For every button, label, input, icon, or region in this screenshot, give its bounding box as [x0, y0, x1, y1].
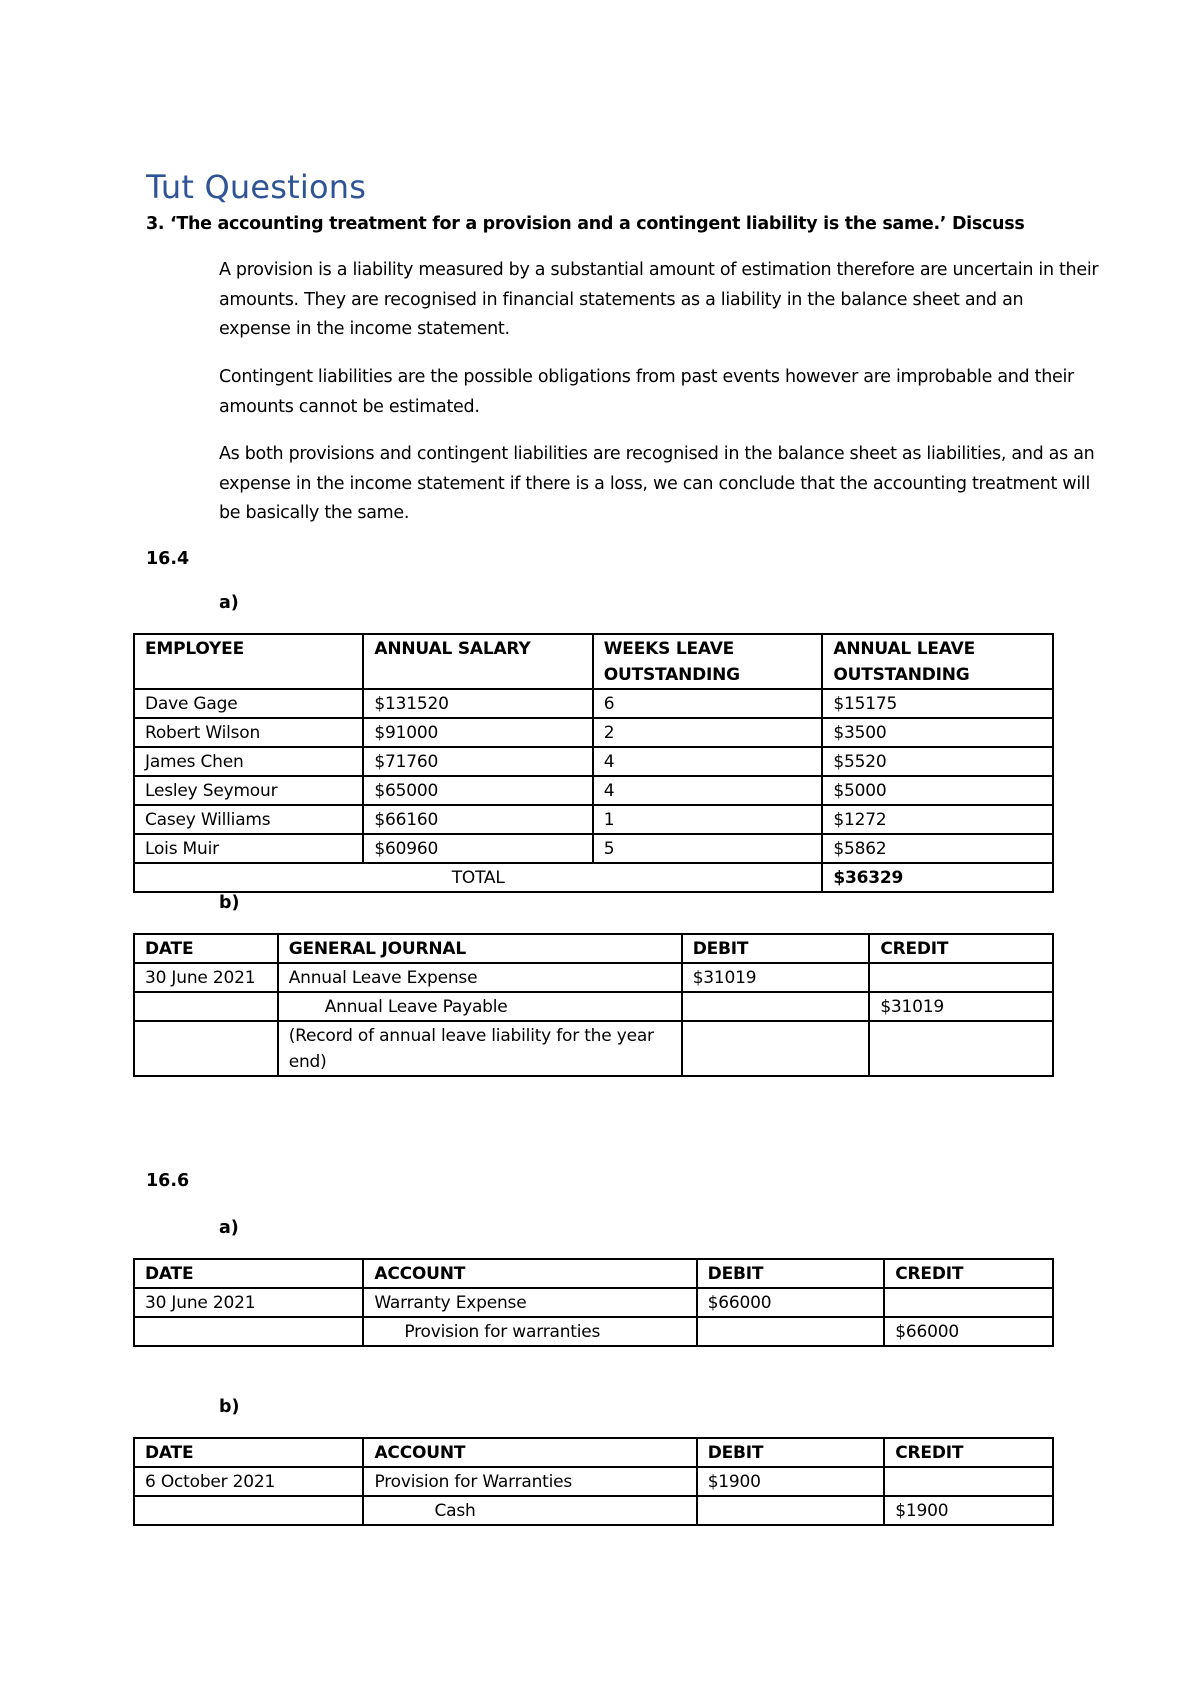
table-row — [134, 834, 1053, 863]
cell-date: 30 June 2021 — [134, 963, 278, 992]
answer-paragraph-2: Contingent liabilities are the possible obligations from past events however are improbable and their amounts cannot be estimated. — [219, 367, 1074, 417]
cell-leave: $5000 — [822, 776, 1053, 805]
total-label: TOTAL — [134, 863, 822, 892]
part-b-label-16-4: b) — [219, 893, 240, 913]
cell-salary: $60960 — [363, 834, 592, 863]
table-row — [134, 1467, 1053, 1496]
header-annual-salary: ANNUAL SALARY — [363, 634, 592, 689]
table-row — [134, 689, 1053, 718]
cell-employee: Robert Wilson — [134, 718, 363, 747]
cell-salary: $131520 — [363, 689, 592, 718]
table-header-row — [134, 934, 1053, 963]
total-row — [134, 863, 1053, 892]
cell-weeks: 1 — [593, 805, 823, 834]
cell-debit — [697, 1317, 885, 1346]
cell-credit — [884, 1467, 1053, 1496]
header-account: ACCOUNT — [363, 1438, 696, 1467]
table-row — [134, 776, 1053, 805]
cell-credit — [884, 1288, 1053, 1317]
table-row — [134, 1021, 1053, 1076]
cell-account: Warranty Expense — [363, 1288, 696, 1317]
table-row — [134, 992, 1053, 1021]
table-header-row — [134, 1438, 1053, 1467]
table-row — [134, 805, 1053, 834]
header-employee: EMPLOYEE — [134, 634, 363, 689]
cell-employee: Dave Gage — [134, 689, 363, 718]
annual-leave-table — [133, 633, 1054, 893]
cell-leave: $5862 — [822, 834, 1053, 863]
header-debit: DEBIT — [697, 1259, 885, 1288]
header-annual-leave: ANNUAL LEAVE OUTSTANDING — [822, 634, 1053, 689]
cell-employee: Lois Muir — [134, 834, 363, 863]
cell-salary: $71760 — [363, 747, 592, 776]
cell-salary: $91000 — [363, 718, 592, 747]
general-journal-table — [133, 933, 1054, 1077]
cell-narration: (Record of annual leave liability for the year end) — [278, 1021, 682, 1076]
section-number-16-4: 16.4 — [146, 549, 190, 569]
cell-credit — [869, 963, 1053, 992]
cell-debit — [682, 992, 870, 1021]
answer-paragraph-3: As both provisions and contingent liabilities are recognised in the balance sheet as liabilities, and as an expense in the income statement if there is a loss, we can conclude that the accounting treatment will be basically the same. — [219, 444, 1095, 523]
cell-debit — [697, 1496, 885, 1525]
answer-paragraph-1: A provision is a liability measured by a substantial amount of estimation therefore are uncertain in their amounts. They are recognised in financial statements as a liability in the balance sheet and an expense in the income statement. — [219, 260, 1099, 339]
header-weeks-leave: WEEKS LEAVE OUTSTANDING — [593, 634, 823, 689]
cell-account: Annual Leave Payable — [278, 992, 682, 1021]
cell-leave: $3500 — [822, 718, 1053, 747]
cell-account: Provision for Warranties — [363, 1467, 696, 1496]
header-credit: CREDIT — [869, 934, 1053, 963]
cell-employee: Lesley Seymour — [134, 776, 363, 805]
cell-date: 30 June 2021 — [134, 1288, 363, 1317]
table-row — [134, 1496, 1053, 1525]
table-row — [134, 1288, 1053, 1317]
header-account: ACCOUNT — [363, 1259, 696, 1288]
cell-leave: $15175 — [822, 689, 1053, 718]
header-date: DATE — [134, 1438, 363, 1467]
cell-debit: $1900 — [697, 1467, 885, 1496]
cell-salary: $66160 — [363, 805, 592, 834]
table-row — [134, 1317, 1053, 1346]
cell-date — [134, 1496, 363, 1525]
cell-credit: $31019 — [869, 992, 1053, 1021]
cell-weeks: 4 — [593, 776, 823, 805]
cell-date — [134, 992, 278, 1021]
section-number-16-6: 16.6 — [146, 1171, 190, 1191]
warranty-claim-table — [133, 1437, 1054, 1526]
cell-salary: $65000 — [363, 776, 592, 805]
header-debit: DEBIT — [682, 934, 870, 963]
part-a-label-16-6: a) — [219, 1218, 239, 1238]
cell-weeks: 2 — [593, 718, 823, 747]
cell-leave: $1272 — [822, 805, 1053, 834]
cell-account: Annual Leave Expense — [278, 963, 682, 992]
cell-weeks: 5 — [593, 834, 823, 863]
cell-date — [134, 1317, 363, 1346]
header-date: DATE — [134, 934, 278, 963]
total-value: $36329 — [822, 863, 1053, 892]
part-a-label-16-4: a) — [219, 593, 239, 613]
page-title: Tut Questions — [146, 168, 367, 206]
cell-weeks: 4 — [593, 747, 823, 776]
cell-leave: $5520 — [822, 747, 1053, 776]
cell-employee: James Chen — [134, 747, 363, 776]
cell-credit — [869, 1021, 1053, 1076]
cell-credit: $66000 — [884, 1317, 1053, 1346]
question-3: 3. ‘The accounting treatment for a provision and a contingent liability is the same.’ Discuss — [146, 214, 1025, 234]
cell-account: Cash — [363, 1496, 696, 1525]
cell-debit: $31019 — [682, 963, 870, 992]
cell-date: 6 October 2021 — [134, 1467, 363, 1496]
table-row — [134, 963, 1053, 992]
cell-credit: $1900 — [884, 1496, 1053, 1525]
part-b-label-16-6: b) — [219, 1397, 240, 1417]
cell-debit — [682, 1021, 870, 1076]
header-credit: CREDIT — [884, 1438, 1053, 1467]
table-header-row — [134, 634, 1053, 689]
header-date: DATE — [134, 1259, 363, 1288]
cell-date — [134, 1021, 278, 1076]
warranty-expense-table — [133, 1258, 1054, 1347]
cell-employee: Casey Williams — [134, 805, 363, 834]
cell-weeks: 6 — [593, 689, 823, 718]
table-header-row — [134, 1259, 1053, 1288]
table-row — [134, 718, 1053, 747]
table-row — [134, 747, 1053, 776]
cell-debit: $66000 — [697, 1288, 885, 1317]
header-debit: DEBIT — [697, 1438, 885, 1467]
header-general-journal: GENERAL JOURNAL — [278, 934, 682, 963]
header-credit: CREDIT — [884, 1259, 1053, 1288]
cell-account: Provision for warranties — [363, 1317, 696, 1346]
